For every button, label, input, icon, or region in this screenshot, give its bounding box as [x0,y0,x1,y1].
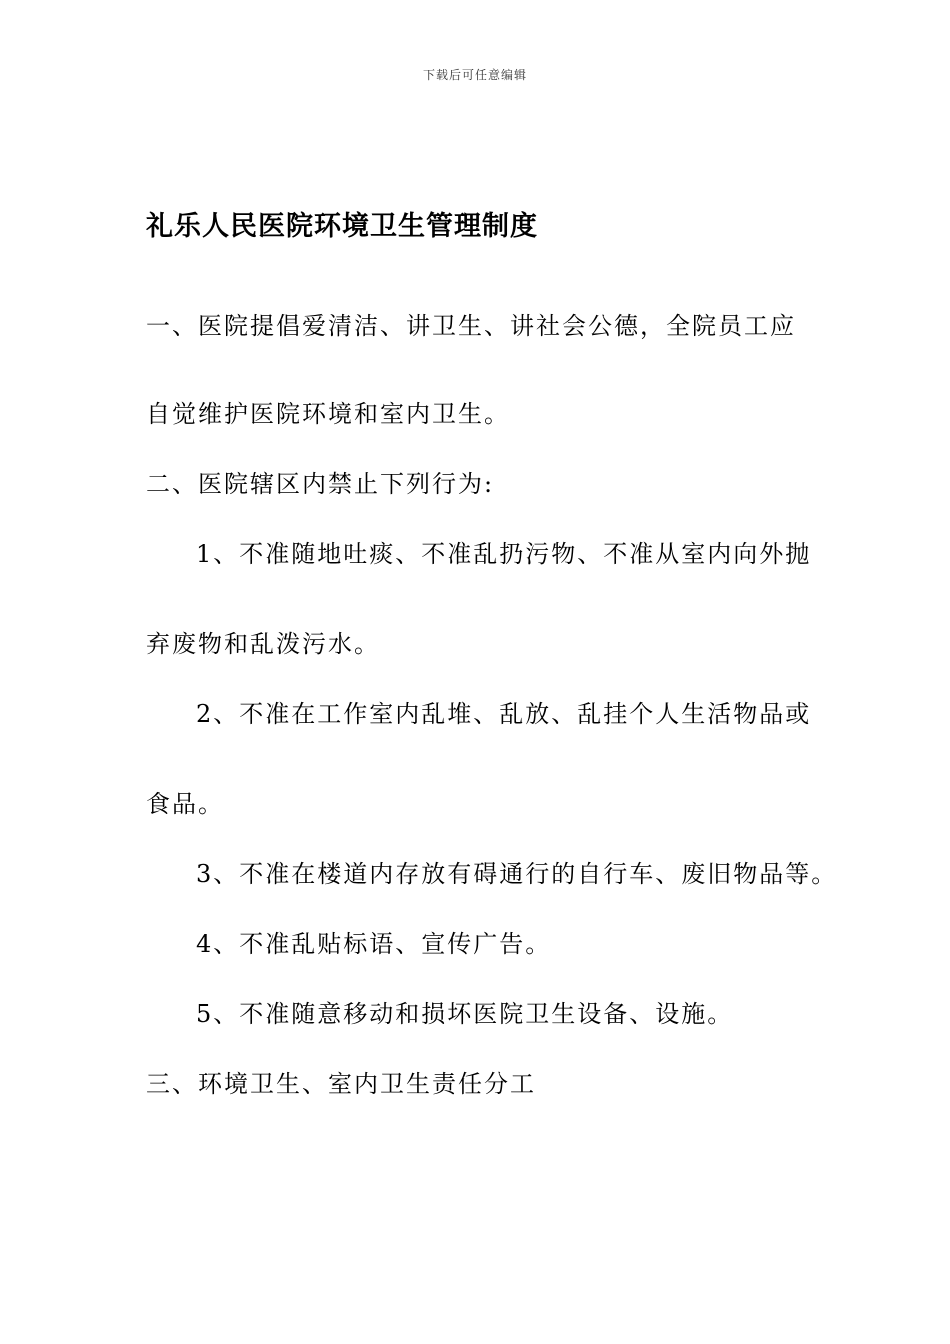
paragraph-line-10: 5、不准随意移动和损坏医院卫生设备、设施。 [196,1000,734,1028]
paragraph-line-9: 4、不准乱贴标语、宣传广告。 [196,930,552,958]
paragraph-line-11: 三、环境卫生、室内卫生责任分工 [146,1070,536,1098]
paragraph-line-6: 2、不准在工作室内乱堆、乱放、乱挂个人生活物品或 [196,700,812,728]
paragraph-line-8: 3、不准在楼道内存放有碍通行的自行车、废旧物品等。 [196,860,838,888]
document-title: 礼乐人民医院环境卫生管理制度 [146,211,538,242]
paragraph-line-1: 一、医院提倡爱清洁、讲卫生、讲社会公德，全院员工应 [146,312,796,340]
paragraph-line-4: 1、不准随地吐痰、不准乱扔污物、不准从室内向外抛 [196,540,812,568]
paragraph-line-7: 食品。 [146,790,224,818]
paragraph-line-3: 二、医院辖区内禁止下列行为: [146,470,495,498]
page-header-note: 下载后可任意编辑 [422,68,527,82]
paragraph-line-5: 弃废物和乱泼污水。 [146,630,380,658]
paragraph-line-2: 自觉维护医院环境和室内卫生。 [146,400,510,428]
